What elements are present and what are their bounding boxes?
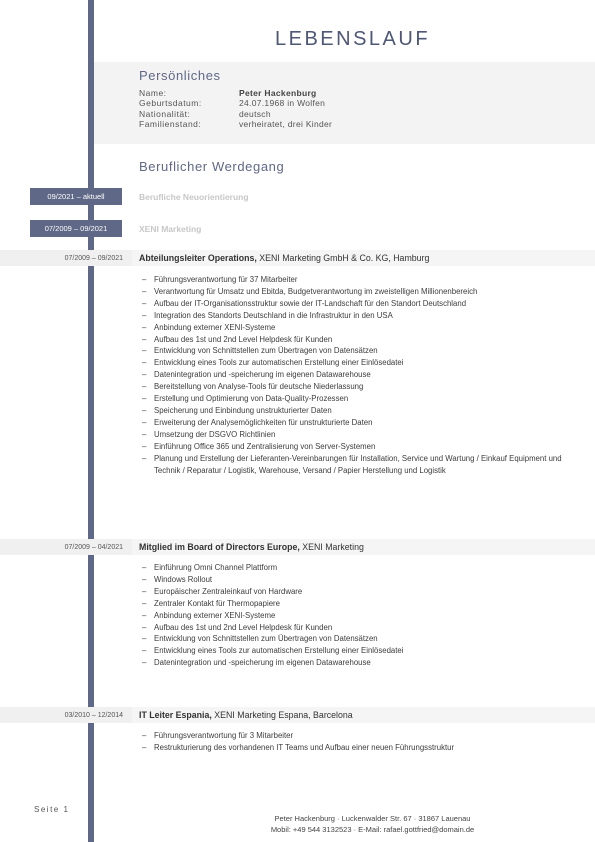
job-bullet-list bbox=[142, 274, 572, 476]
personal-value: Peter Hackenburg bbox=[239, 88, 317, 98]
list-item: – Planung und Erstellung der Lieferanten-Vereinbarungen für Installation, Service und Wartung / Einkauf Equipment und Technik / Reparatur / Logistik, Warehouse, Versand / Papier Herstellung und Logistik bbox=[142, 453, 562, 475]
list-item: – Restrukturierung des vorhandenen IT Teams und Aufbau einer neuen Führungsstruktur bbox=[142, 742, 455, 752]
personal-label: Familienstand: bbox=[139, 119, 202, 130]
job-title bbox=[139, 710, 353, 720]
personal-row-nationality bbox=[139, 109, 332, 119]
list-item: – Einführung Omni Channel Plattform bbox=[142, 563, 278, 572]
page-number: Seite 1 bbox=[34, 805, 70, 814]
job-date: 07/2009 – 04/2021 bbox=[0, 539, 132, 555]
job-position: Mitglied im Board of Directors Europe, bbox=[139, 542, 300, 552]
list-item: – Aufbau der IT-Organisationsstruktur sowie der IT-Landschaft für den Standort Deutschland bbox=[142, 298, 467, 308]
list-item: – Europäischer Zentraleinkauf von Hardware bbox=[142, 586, 303, 596]
list-item: – Entwicklung eines Tools zur automatischen Erstellung einer Einlösedatei bbox=[142, 646, 404, 656]
personal-heading: Persönliches bbox=[139, 68, 221, 83]
footer-contact: Mobil: +49 544 3132523 · E-Mail: rafael.gottfried@domain.de bbox=[270, 824, 475, 834]
page-title: LEBENSLAUF bbox=[275, 28, 431, 50]
list-item: – Speicherung und Einbindung unstrukturierter Daten bbox=[142, 405, 332, 415]
job-title bbox=[139, 542, 364, 552]
personal-label: Nationalität: bbox=[139, 108, 191, 119]
list-item: – Führungsverantwortung für 37 Mitarbeiter bbox=[142, 275, 298, 284]
list-item: – Aufbau des 1st und 2nd Level Helpdesk für Kunden bbox=[142, 334, 333, 344]
category-label: XENI Marketing bbox=[139, 224, 202, 234]
personal-value: 24.07.1968 in Wolfen bbox=[239, 98, 326, 109]
list-item: – Führungsverantwortung für 3 Mitarbeiter bbox=[142, 731, 294, 740]
list-item: – Zentraler Kontakt für Thermopapiere bbox=[142, 598, 280, 608]
list-item: – Einführung Office 365 und Zentralisierung von Server-Systemen bbox=[142, 441, 376, 451]
list-item: – Aufbau des 1st und 2nd Level Helpdesk für Kunden bbox=[142, 622, 333, 632]
job-title bbox=[139, 253, 429, 263]
personal-details bbox=[139, 88, 332, 130]
job-date: 07/2009 – 09/2021 bbox=[0, 250, 132, 266]
personal-label: Geburtsdatum: bbox=[139, 98, 202, 109]
personal-row-birthdate bbox=[139, 98, 332, 108]
job-company: XENI Marketing bbox=[299, 542, 364, 552]
footer bbox=[200, 814, 545, 835]
list-item: – Datenintegration und -speicherung im eigenen Datawarehouse bbox=[142, 370, 371, 380]
list-item: – Erweiterung der Analysemöglichkeiten für unstrukturierte Daten bbox=[142, 417, 373, 427]
list-item: – Entwicklung von Schnittstellen zum Übertragen von Datensätzen bbox=[142, 346, 378, 356]
category-label: Berufliche Neuorientierung bbox=[139, 192, 249, 202]
list-item: – Windows Rollout bbox=[142, 574, 213, 584]
list-item: – Anbindung externer XENI-Systeme bbox=[142, 610, 276, 620]
list-item: – Verantwortung für Umsatz und Ebitda, Budgetverantwortung im zweistelligen Millionenbereich bbox=[142, 286, 478, 296]
list-item: – Entwicklung eines Tools zur automatischen Erstellung einer Einlösedatei bbox=[142, 358, 404, 368]
list-item: – Integration des Standorts Deutschland in die Infrastruktur in den USA bbox=[142, 310, 393, 320]
personal-label: Name: bbox=[139, 88, 167, 98]
job-company: XENI Marketing GmbH & Co. KG, Hamburg bbox=[256, 253, 430, 263]
job-position: Abteilungsleiter Operations, bbox=[139, 253, 257, 263]
list-item: – Entwicklung von Schnittstellen zum Übertragen von Datensätzen bbox=[142, 634, 378, 644]
personal-value: verheiratet, drei Kinder bbox=[239, 119, 333, 130]
personal-row-family bbox=[139, 119, 332, 129]
category-date-tag: 09/2021 – aktuell bbox=[30, 188, 122, 205]
list-item: – Anbindung externer XENI-Systeme bbox=[142, 322, 276, 332]
list-item: – Bereitstellung von Analyse-Tools für deutsche Niederlassung bbox=[142, 382, 364, 392]
list-item: – Umsetzung der DSGVO Richtlinien bbox=[142, 429, 276, 439]
job-position: IT Leiter Espania, bbox=[139, 710, 212, 720]
personal-row-name bbox=[139, 88, 332, 98]
career-heading: Beruflicher Werdegang bbox=[139, 159, 285, 174]
list-item: – Erstellung und Optimierung von Data-Quality-Prozessen bbox=[142, 394, 349, 404]
footer-address: Peter Hackenburg · Luckenwalder Str. 67 · 31867 Lauenau bbox=[274, 814, 471, 823]
job-bullet-list bbox=[142, 730, 572, 754]
list-item: – Datenintegration und -speicherung im eigenen Datawarehouse bbox=[142, 658, 371, 668]
job-date: 03/2010 – 12/2014 bbox=[0, 707, 132, 723]
personal-value: deutsch bbox=[239, 108, 271, 119]
category-date-tag: 07/2009 – 09/2021 bbox=[30, 220, 122, 237]
job-bullet-list bbox=[142, 562, 572, 669]
job-company: XENI Marketing Espana, Barcelona bbox=[211, 710, 353, 720]
